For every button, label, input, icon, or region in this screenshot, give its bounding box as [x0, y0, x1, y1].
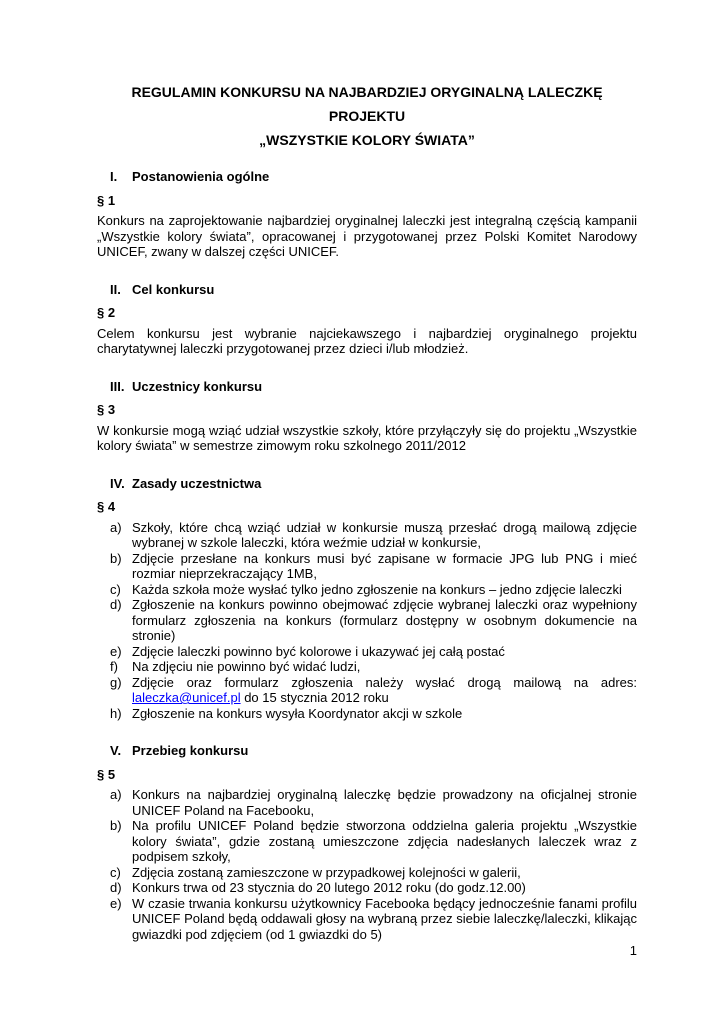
list-item — [97, 597, 637, 644]
list-item-text: Zdjęcie laleczki powinno być kolorowe i ukazywać jej całą postać — [132, 643, 505, 659]
paragraph-marker: § 4 — [97, 499, 116, 514]
list-item — [97, 659, 637, 675]
list-item-label: e) — [110, 895, 122, 911]
list-item-label: d) — [110, 880, 122, 895]
item-list — [97, 787, 637, 942]
item-list — [97, 520, 637, 722]
section-number: V. — [110, 743, 122, 758]
list-item — [97, 551, 637, 582]
list-item-text: W czasie trwania konkursu użytkownicy Facebooka będący jednocześnie fanami profilu UNICEF Poland będą oddawali głosy na wybraną przez siebie laleczkę/laleczki, klikając gwiazdki pod zdjęciem (od 1 gwiazdki do 5) — [132, 895, 637, 942]
list-item-text: Konkurs trwa od 23 stycznia do 20 lutego 2012 roku (do godz.12.00) — [132, 880, 526, 895]
list-item-label: c) — [110, 581, 121, 597]
section-heading — [97, 169, 637, 185]
list-item — [97, 896, 637, 943]
section-heading-label: Przebieg konkursu — [132, 743, 249, 758]
list-item-text: Konkurs na najbardziej oryginalną laleczkę będzie prowadzony na oficjalnej stronie UNICEF Poland na Facebooku, — [132, 787, 637, 818]
list-item — [97, 520, 637, 551]
page-number: 1 — [629, 943, 637, 958]
list-item-label: f) — [110, 659, 118, 674]
section-number: IV. — [110, 475, 125, 491]
list-item-label: a) — [110, 787, 122, 802]
section-cel-konkursu — [97, 282, 637, 357]
list-item-text: Na zdjęciu nie powinno być widać ludzi, — [132, 659, 361, 674]
list-item-text: Zdjęcia zostaną zamieszczone w przypadkowej kolejności w galerii, — [132, 864, 521, 880]
section-body: Celem konkursu jest wybranie najciekawszego i najbardziej oryginalnego projektu charytatywnej laleczki przygotowanej przez dzieci i/lub młodzież. — [97, 325, 637, 356]
section-postanowienia-ogolne — [97, 169, 637, 260]
list-item-text-before-link: Zdjęcie oraz formularz zgłoszenia należy wysłać drogą mailową na adres: — [132, 674, 637, 690]
section-heading-label: Cel konkursu — [132, 281, 215, 297]
paragraph-marker: § 3 — [97, 402, 116, 417]
list-item-label: b) — [110, 818, 122, 833]
list-item-label: d) — [110, 597, 122, 612]
paragraph-marker: § 1 — [97, 192, 116, 208]
paragraph-marker: § 2 — [97, 305, 116, 320]
document-title — [97, 80, 637, 152]
section-heading — [97, 476, 637, 492]
list-item-text: Szkoły, które chcą wziąć udział w konkursie muszą przesłać drogą mailową zdjęcie wybranej w szkole laleczki, która weźmie udział w konkursie, — [132, 519, 637, 550]
list-item — [97, 865, 637, 881]
section-number: I. — [110, 169, 118, 184]
list-item — [97, 787, 637, 818]
section-zasady-uczestnictwa — [97, 476, 637, 722]
section-heading-label: Uczestnicy konkursu — [132, 378, 263, 394]
section-heading-label: Postanowienia ogólne — [132, 169, 270, 184]
section-heading — [97, 743, 637, 759]
section-heading — [97, 282, 637, 298]
section-body: Konkurs na zaprojektowanie najbardziej oryginalnej laleczki jest integralną częścią kampanii „Wszystkie kolory świata”, opracowanej i przygotowanej przez Polski Komitet Narodowy UNICEF, zwany w dalszej części UNICEF. — [97, 213, 637, 259]
list-item-label: c) — [110, 864, 121, 880]
section-uczestnicy-konkursu — [97, 379, 637, 454]
list-item-text: Na profilu UNICEF Poland będzie stworzona oddzielna galeria projektu „Wszystkie kolory świata”, gdzie zostaną umieszczone zdjęcia nadesłanych laleczek wraz z podpisem szkoły, — [132, 818, 637, 864]
list-item — [97, 818, 637, 865]
list-item-text: Zdjęcie przesłane na konkurs musi być zapisane w formacie JPG lub PNG i mieć rozmiar nieprzekraczający 1MB, — [132, 550, 637, 581]
list-item — [97, 644, 637, 660]
list-item — [97, 582, 637, 598]
email-link[interactable]: laleczka@unicef.pl — [132, 690, 241, 705]
paragraph-marker: § 5 — [97, 766, 116, 782]
list-item — [97, 706, 637, 722]
section-heading-label: Zasady uczestnictwa — [132, 475, 262, 491]
list-item-text-after-link: do 15 stycznia 2012 roku — [240, 690, 389, 705]
list-item — [97, 675, 637, 706]
list-item-label: g) — [110, 674, 122, 690]
list-item — [97, 880, 637, 896]
list-item-text: Zgłoszenie na konkurs wysyła Koordynator akcji w szkole — [132, 705, 463, 721]
document-title-line2: „WSZYSTKIE KOLORY ŚWIATA” — [259, 132, 475, 148]
list-item-label: b) — [110, 550, 122, 566]
list-item-text — [132, 675, 637, 706]
list-item-text: Zgłoszenie na konkurs powinno obejmować zdjęcie wybranej laleczki oraz wypełniony formularz zgłoszenia na konkurs (formularz dostępny w osobnym dokumencie na stronie) — [132, 597, 637, 643]
section-heading — [97, 379, 637, 395]
section-number: II. — [110, 281, 121, 297]
list-item-label: e) — [110, 643, 122, 659]
list-item-label: h) — [110, 705, 122, 721]
list-item-text: Każda szkoła może wysłać tylko jedno zgłoszenie na konkurs – jedno zdjęcie laleczki — [132, 581, 622, 597]
section-number: III. — [110, 378, 125, 394]
section-body: W konkursie mogą wziąć udział wszystkie szkoły, które przyłączyły się do projektu „Wszystkie kolory świata” w semestrze zimowym roku szkolnego 2011/2012 — [97, 422, 637, 453]
document-title-line1: REGULAMIN KONKURSU NA NAJBARDZIEJ ORYGINALNĄ LALECZKĘ PROJEKTU — [131, 84, 603, 124]
list-item-label: a) — [110, 519, 122, 535]
section-przebieg-konkursu — [97, 743, 637, 942]
